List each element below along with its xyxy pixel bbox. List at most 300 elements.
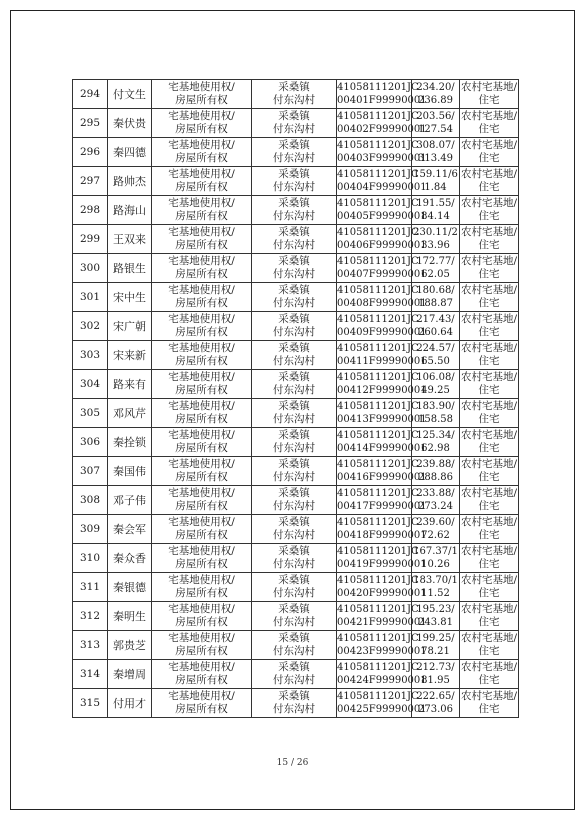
unit-code-line: 00401F99990001 xyxy=(337,95,427,106)
location-cell xyxy=(252,196,337,225)
usage-line: 住宅 xyxy=(478,181,500,193)
location-cell xyxy=(252,457,337,486)
usage-cell xyxy=(460,457,519,486)
area-line: 125.34/ xyxy=(416,430,455,441)
location-line: 采桑镇 xyxy=(278,661,310,673)
area-line: 217.43/ xyxy=(416,314,455,325)
table-row xyxy=(73,167,519,196)
area-line: 11.52 xyxy=(421,588,450,599)
area-line: 203.56/ xyxy=(416,111,455,122)
usage-cell xyxy=(460,573,519,602)
area-line: 199.25/ xyxy=(416,633,455,644)
unit-code-line: 00413F99990001 xyxy=(337,414,427,425)
right-type-cell xyxy=(152,689,252,718)
owner-name-cell: 秦会军 xyxy=(108,515,152,544)
usage-line: 住宅 xyxy=(478,355,500,367)
right-type-line: 房屋所有权 xyxy=(175,703,228,715)
area-cell xyxy=(412,689,460,718)
property-records-table xyxy=(72,79,519,718)
location-cell xyxy=(252,660,337,689)
area-line: 236.89 xyxy=(418,95,453,106)
right-type-cell xyxy=(152,109,252,138)
location-line: 付东沟村 xyxy=(273,645,315,657)
right-type-line: 房屋所有权 xyxy=(175,152,228,164)
usage-line: 农村宅基地/ xyxy=(460,255,518,267)
unit-code-line: 41058111201JC xyxy=(337,459,419,470)
row-number-cell: 313 xyxy=(73,631,108,660)
usage-cell xyxy=(460,370,519,399)
usage-line: 农村宅基地/ xyxy=(460,139,518,151)
right-type-cell xyxy=(152,428,252,457)
right-type-line: 宅基地使用权/ xyxy=(168,516,235,528)
owner-name-cell: 秦增周 xyxy=(108,660,152,689)
row-number-cell: 311 xyxy=(73,573,108,602)
right-type-line: 房屋所有权 xyxy=(175,210,228,222)
owner-name-cell: 郭贵芝 xyxy=(108,631,152,660)
location-line: 付东沟村 xyxy=(273,181,315,193)
usage-line: 农村宅基地/ xyxy=(460,313,518,325)
location-line: 付东沟村 xyxy=(273,297,315,309)
location-cell xyxy=(252,341,337,370)
row-number-cell: 305 xyxy=(73,399,108,428)
location-cell xyxy=(252,602,337,631)
table-row xyxy=(73,660,519,689)
table-row xyxy=(73,573,519,602)
usage-cell xyxy=(460,196,519,225)
unit-code-line: 00409F99990001 xyxy=(337,327,427,338)
owner-name-cell: 宋中生 xyxy=(108,283,152,312)
location-line: 采桑镇 xyxy=(278,458,310,470)
unit-code-line: 00425F99990001 xyxy=(337,704,427,715)
location-line: 付东沟村 xyxy=(273,674,315,686)
location-cell xyxy=(252,312,337,341)
table-row xyxy=(73,689,519,718)
right-type-cell xyxy=(152,515,252,544)
location-line: 采桑镇 xyxy=(278,342,310,354)
right-type-line: 宅基地使用权/ xyxy=(168,342,235,354)
usage-cell xyxy=(460,428,519,457)
area-line: 239.88/ xyxy=(416,459,455,470)
usage-line: 住宅 xyxy=(478,326,500,338)
area-cell xyxy=(412,486,460,515)
area-line: 273.06 xyxy=(418,704,453,715)
right-type-cell xyxy=(152,660,252,689)
unit-code-cell xyxy=(337,631,427,660)
right-type-line: 宅基地使用权/ xyxy=(168,400,235,412)
right-type-line: 房屋所有权 xyxy=(175,384,228,396)
right-type-line: 房屋所有权 xyxy=(175,181,228,193)
unit-code-line: 41058111201JC xyxy=(337,430,419,441)
right-type-line: 房屋所有权 xyxy=(175,268,228,280)
unit-code-line: 41058111201JC xyxy=(337,575,419,586)
usage-line: 农村宅基地/ xyxy=(460,516,518,528)
owner-name-cell: 秦伏贵 xyxy=(108,109,152,138)
usage-cell xyxy=(460,109,519,138)
right-type-line: 宅基地使用权/ xyxy=(168,81,235,93)
usage-line: 住宅 xyxy=(478,558,500,570)
location-line: 采桑镇 xyxy=(278,226,310,238)
location-line: 采桑镇 xyxy=(278,139,310,151)
location-line: 付东沟村 xyxy=(273,210,315,222)
right-type-line: 房屋所有权 xyxy=(175,558,228,570)
location-cell xyxy=(252,370,337,399)
usage-line: 住宅 xyxy=(478,442,500,454)
right-type-line: 宅基地使用权/ xyxy=(168,139,235,151)
page-number: 15 / 26 xyxy=(276,758,309,768)
usage-line: 农村宅基地/ xyxy=(460,574,518,586)
location-cell xyxy=(252,283,337,312)
location-line: 付东沟村 xyxy=(273,94,315,106)
area-line: 62.05 xyxy=(421,269,450,280)
right-type-line: 房屋所有权 xyxy=(175,500,228,512)
unit-code-line: 00406F99990001 xyxy=(337,240,427,251)
owner-name-cell: 路来有 xyxy=(108,370,152,399)
usage-cell xyxy=(460,631,519,660)
owner-name-cell: 秦国伟 xyxy=(108,457,152,486)
owner-name-cell: 秦拴锁 xyxy=(108,428,152,457)
table-row xyxy=(73,138,519,167)
area-line: 78.21 xyxy=(421,646,450,657)
right-type-line: 宅基地使用权/ xyxy=(168,429,235,441)
unit-code-cell xyxy=(337,341,427,370)
unit-code-cell xyxy=(337,689,427,718)
location-cell xyxy=(252,689,337,718)
row-number-cell: 306 xyxy=(73,428,108,457)
row-number-cell: 300 xyxy=(73,254,108,283)
location-line: 付东沟村 xyxy=(273,384,315,396)
row-number-cell: 298 xyxy=(73,196,108,225)
usage-line: 农村宅基地/ xyxy=(460,226,518,238)
unit-code-line: 00403F99990001 xyxy=(337,153,427,164)
row-number-cell: 312 xyxy=(73,602,108,631)
right-type-line: 宅基地使用权/ xyxy=(168,255,235,267)
unit-code-line: 41058111201JC xyxy=(337,285,419,296)
area-cell xyxy=(412,399,460,428)
area-line: 167.37/1 xyxy=(413,546,458,557)
location-line: 采桑镇 xyxy=(278,516,310,528)
location-line: 采桑镇 xyxy=(278,110,310,122)
usage-cell xyxy=(460,486,519,515)
location-line: 采桑镇 xyxy=(278,284,310,296)
location-cell xyxy=(252,428,337,457)
area-line: 239.60/ xyxy=(416,517,455,528)
right-type-line: 房屋所有权 xyxy=(175,616,228,628)
right-type-cell xyxy=(152,283,252,312)
usage-line: 住宅 xyxy=(478,297,500,309)
right-type-cell xyxy=(152,573,252,602)
usage-line: 农村宅基地/ xyxy=(460,458,518,470)
location-line: 付东沟村 xyxy=(273,616,315,628)
area-line: 273.24 xyxy=(418,501,453,512)
usage-line: 农村宅基地/ xyxy=(460,690,518,702)
area-line: 234.20/ xyxy=(416,82,455,93)
unit-code-line: 00420F99990001 xyxy=(337,588,427,599)
unit-code-cell xyxy=(337,80,427,109)
location-cell xyxy=(252,138,337,167)
table-row xyxy=(73,370,519,399)
unit-code-line: 41058111201JC xyxy=(337,633,419,644)
unit-code-line: 00411F99990001 xyxy=(337,356,427,367)
usage-line: 住宅 xyxy=(478,674,500,686)
right-type-line: 房屋所有权 xyxy=(175,297,228,309)
table-row xyxy=(73,631,519,660)
location-line: 采桑镇 xyxy=(278,603,310,615)
usage-line: 住宅 xyxy=(478,616,500,628)
area-line: 33.96 xyxy=(421,240,450,251)
unit-code-line: 00405F99990001 xyxy=(337,211,427,222)
row-number-cell: 296 xyxy=(73,138,108,167)
usage-cell xyxy=(460,167,519,196)
owner-name-cell: 秦银德 xyxy=(108,573,152,602)
location-cell xyxy=(252,167,337,196)
unit-code-cell xyxy=(337,457,427,486)
unit-code-line: 41058111201JC xyxy=(337,256,419,267)
unit-code-line: 00402F99990001 xyxy=(337,124,427,135)
location-cell xyxy=(252,544,337,573)
row-number-cell: 294 xyxy=(73,80,108,109)
area-line: 172.77/ xyxy=(416,256,455,267)
owner-name-cell: 邓风芹 xyxy=(108,399,152,428)
usage-line: 农村宅基地/ xyxy=(460,371,518,383)
area-line: 183.90/ xyxy=(416,401,455,412)
location-line: 采桑镇 xyxy=(278,690,310,702)
unit-code-line: 41058111201JC xyxy=(337,517,419,528)
unit-code-line: 00408F99990001 xyxy=(337,298,427,309)
usage-cell xyxy=(460,312,519,341)
usage-line: 住宅 xyxy=(478,384,500,396)
right-type-line: 宅基地使用权/ xyxy=(168,458,235,470)
unit-code-cell xyxy=(337,602,427,631)
right-type-line: 宅基地使用权/ xyxy=(168,690,235,702)
location-line: 采桑镇 xyxy=(278,487,310,499)
row-number-cell: 315 xyxy=(73,689,108,718)
unit-code-cell xyxy=(337,515,427,544)
location-line: 采桑镇 xyxy=(278,255,310,267)
usage-cell xyxy=(460,138,519,167)
location-cell xyxy=(252,109,337,138)
unit-code-line: 41058111201JC xyxy=(337,314,419,325)
area-line: 65.50 xyxy=(421,356,450,367)
unit-code-cell xyxy=(337,138,427,167)
area-line: 233.88/ xyxy=(416,488,455,499)
usage-line: 农村宅基地/ xyxy=(460,284,518,296)
row-number-cell: 304 xyxy=(73,370,108,399)
right-type-cell xyxy=(152,370,252,399)
right-type-line: 房屋所有权 xyxy=(175,94,228,106)
location-line: 付东沟村 xyxy=(273,123,315,135)
owner-name-cell: 王双来 xyxy=(108,225,152,254)
area-cell xyxy=(412,602,460,631)
usage-line: 农村宅基地/ xyxy=(460,342,518,354)
right-type-cell xyxy=(152,457,252,486)
location-line: 付东沟村 xyxy=(273,152,315,164)
unit-code-cell xyxy=(337,196,427,225)
usage-line: 农村宅基地/ xyxy=(460,603,518,615)
row-number-cell: 309 xyxy=(73,515,108,544)
usage-line: 农村宅基地/ xyxy=(460,400,518,412)
usage-line: 农村宅基地/ xyxy=(460,632,518,644)
table-row xyxy=(73,254,519,283)
area-cell xyxy=(412,283,460,312)
right-type-line: 宅基地使用权/ xyxy=(168,661,235,673)
unit-code-cell xyxy=(337,573,427,602)
right-type-line: 房屋所有权 xyxy=(175,645,228,657)
usage-line: 住宅 xyxy=(478,268,500,280)
unit-code-line: 00412F99990001 xyxy=(337,385,427,396)
right-type-line: 宅基地使用权/ xyxy=(168,226,235,238)
row-number-cell: 302 xyxy=(73,312,108,341)
right-type-cell xyxy=(152,544,252,573)
usage-cell xyxy=(460,399,519,428)
usage-line: 住宅 xyxy=(478,703,500,715)
usage-cell xyxy=(460,254,519,283)
right-type-line: 房屋所有权 xyxy=(175,587,228,599)
unit-code-cell xyxy=(337,109,427,138)
owner-name-cell: 路银生 xyxy=(108,254,152,283)
area-cell xyxy=(412,109,460,138)
table-row xyxy=(73,428,519,457)
usage-line: 住宅 xyxy=(478,587,500,599)
location-line: 付东沟村 xyxy=(273,413,315,425)
usage-line: 农村宅基地/ xyxy=(460,110,518,122)
right-type-line: 房屋所有权 xyxy=(175,123,228,135)
location-line: 采桑镇 xyxy=(278,168,310,180)
unit-code-line: 00407F99990001 xyxy=(337,269,427,280)
area-line: 183.70/1 xyxy=(413,575,458,586)
owner-name-cell: 秦众香 xyxy=(108,544,152,573)
unit-code-line: 00419F99990001 xyxy=(337,559,427,570)
unit-code-line: 00424F99990001 xyxy=(337,675,427,686)
location-cell xyxy=(252,486,337,515)
right-type-line: 房屋所有权 xyxy=(175,529,228,541)
location-line: 采桑镇 xyxy=(278,371,310,383)
location-line: 付东沟村 xyxy=(273,471,315,483)
owner-name-cell: 邓子伟 xyxy=(108,486,152,515)
location-line: 付东沟村 xyxy=(273,587,315,599)
unit-code-line: 41058111201JC xyxy=(337,140,419,151)
location-cell xyxy=(252,631,337,660)
unit-code-line: 41058111201JC xyxy=(337,546,419,557)
area-line: 260.64 xyxy=(418,327,453,338)
usage-cell xyxy=(460,515,519,544)
location-line: 采桑镇 xyxy=(278,429,310,441)
location-cell xyxy=(252,254,337,283)
area-cell xyxy=(412,457,460,486)
location-cell xyxy=(252,80,337,109)
area-cell xyxy=(412,138,460,167)
unit-code-line: 41058111201JC xyxy=(337,662,419,673)
unit-code-line: 41058111201JC xyxy=(337,227,419,238)
right-type-cell xyxy=(152,254,252,283)
row-number-cell: 299 xyxy=(73,225,108,254)
area-line: 158.58 xyxy=(418,414,453,425)
location-line: 付东沟村 xyxy=(273,239,315,251)
usage-cell xyxy=(460,283,519,312)
location-cell xyxy=(252,399,337,428)
right-type-line: 宅基地使用权/ xyxy=(168,487,235,499)
row-number-cell: 297 xyxy=(73,167,108,196)
table-row xyxy=(73,515,519,544)
area-line: 81.95 xyxy=(421,675,450,686)
usage-line: 农村宅基地/ xyxy=(460,661,518,673)
owner-name-cell: 宋广朝 xyxy=(108,312,152,341)
usage-line: 住宅 xyxy=(478,152,500,164)
unit-code-cell xyxy=(337,428,427,457)
location-line: 付东沟村 xyxy=(273,355,315,367)
unit-code-line: 41058111201JC xyxy=(337,198,419,209)
unit-code-cell xyxy=(337,225,427,254)
table-row xyxy=(73,80,519,109)
right-type-cell xyxy=(152,399,252,428)
owner-name-cell: 秦明生 xyxy=(108,602,152,631)
usage-line: 农村宅基地/ xyxy=(460,81,518,93)
right-type-cell xyxy=(152,312,252,341)
table-row xyxy=(73,399,519,428)
table-row xyxy=(73,283,519,312)
unit-code-line: 00404F99990001 xyxy=(337,182,427,193)
location-line: 付东沟村 xyxy=(273,326,315,338)
owner-name-cell: 路帅杰 xyxy=(108,167,152,196)
usage-line: 住宅 xyxy=(478,239,500,251)
right-type-cell xyxy=(152,341,252,370)
area-line: 127.54 xyxy=(418,124,453,135)
location-line: 采桑镇 xyxy=(278,313,310,325)
table-row xyxy=(73,457,519,486)
right-type-cell xyxy=(152,631,252,660)
right-type-cell xyxy=(152,80,252,109)
unit-code-cell xyxy=(337,370,427,399)
area-line: 308.07/ xyxy=(416,140,455,151)
area-line: 191.55/ xyxy=(416,198,455,209)
unit-code-line: 00417F99990001 xyxy=(337,501,427,512)
row-number-cell: 314 xyxy=(73,660,108,689)
location-line: 付东沟村 xyxy=(273,703,315,715)
area-line: 62.98 xyxy=(421,443,450,454)
right-type-line: 宅基地使用权/ xyxy=(168,197,235,209)
location-line: 付东沟村 xyxy=(273,268,315,280)
table-row xyxy=(73,602,519,631)
usage-line: 农村宅基地/ xyxy=(460,429,518,441)
location-cell xyxy=(252,225,337,254)
table-row xyxy=(73,196,519,225)
area-line: 180.68/ xyxy=(416,285,455,296)
usage-line: 住宅 xyxy=(478,471,500,483)
unit-code-line: 00414F99990001 xyxy=(337,443,427,454)
right-type-line: 房屋所有权 xyxy=(175,413,228,425)
area-cell xyxy=(412,80,460,109)
right-type-line: 宅基地使用权/ xyxy=(168,371,235,383)
right-type-cell xyxy=(152,486,252,515)
usage-line: 农村宅基地/ xyxy=(460,197,518,209)
table-row xyxy=(73,341,519,370)
area-line: 195.23/ xyxy=(416,604,455,615)
right-type-cell xyxy=(152,167,252,196)
location-line: 付东沟村 xyxy=(273,442,315,454)
usage-line: 住宅 xyxy=(478,123,500,135)
area-line: 230.11/2 xyxy=(413,227,458,238)
unit-code-cell xyxy=(337,283,427,312)
unit-code-line: 41058111201JC xyxy=(337,604,419,615)
right-type-line: 宅基地使用权/ xyxy=(168,110,235,122)
owner-name-cell: 付用才 xyxy=(108,689,152,718)
table-row xyxy=(73,544,519,573)
area-line: 224.57/ xyxy=(416,343,455,354)
usage-line: 住宅 xyxy=(478,210,500,222)
location-cell xyxy=(252,515,337,544)
location-line: 采桑镇 xyxy=(278,574,310,586)
right-type-line: 宅基地使用权/ xyxy=(168,313,235,325)
location-line: 采桑镇 xyxy=(278,81,310,93)
